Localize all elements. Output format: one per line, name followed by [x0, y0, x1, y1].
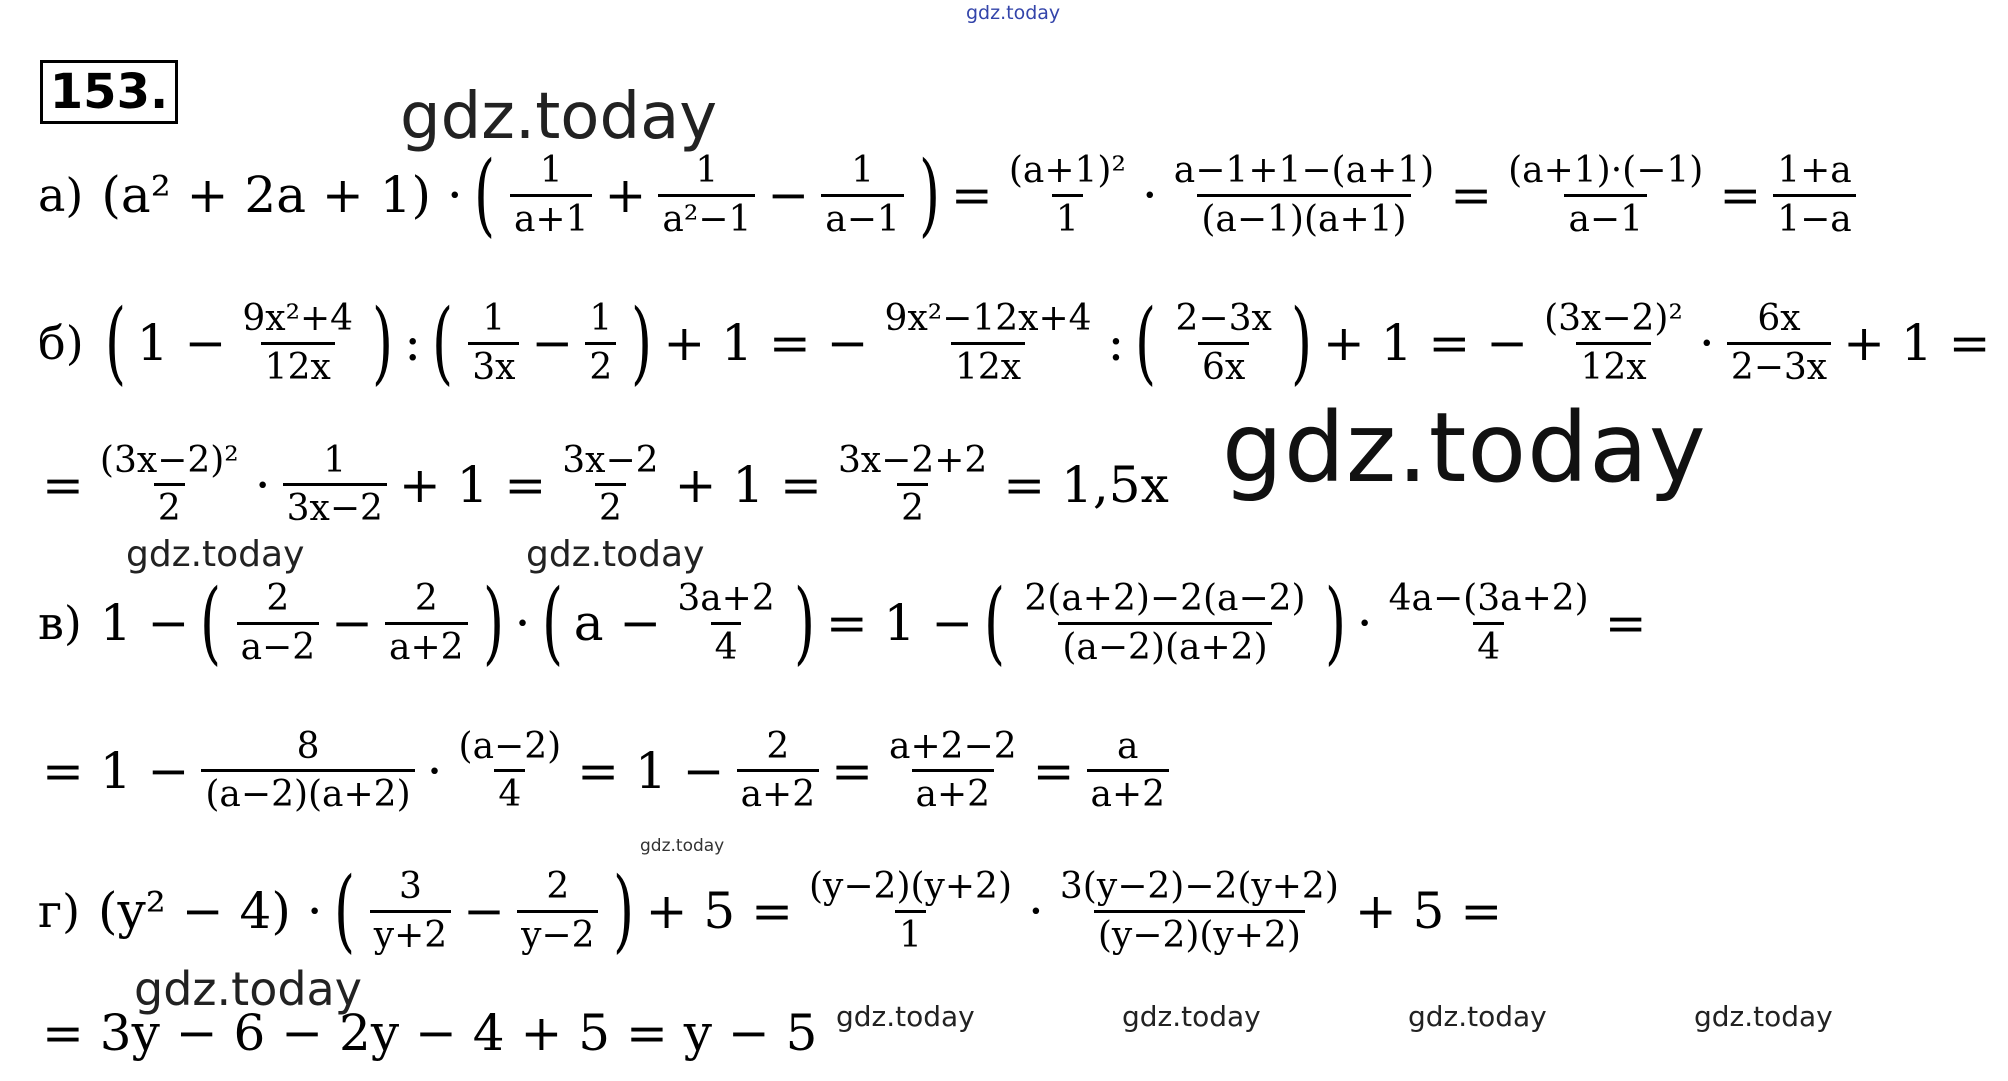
fraction: $\frac{1+a}{1-a}$	[1773, 150, 1856, 240]
expr: + 5 =	[1354, 882, 1503, 940]
paren-open: (	[473, 142, 495, 247]
fraction: $\frac{\text{9x²−12x+4}}{12x}$	[884, 298, 1092, 388]
operator: =	[1450, 166, 1493, 224]
paren-open: (	[432, 290, 454, 395]
operator: −	[331, 594, 374, 652]
expr: + 1 =	[674, 455, 822, 514]
fraction: $\frac{3x-2+2}{2}$	[837, 440, 988, 530]
paren-open: (	[984, 570, 1006, 675]
operator: :	[404, 314, 422, 372]
paren-close: )	[1290, 290, 1312, 395]
paren-open: (	[200, 570, 222, 675]
equation-g-line1	[38, 858, 1506, 963]
equation-b-line1	[38, 290, 1994, 395]
fraction: $\frac{8}{(a-2)(a+2)}$	[201, 726, 414, 816]
watermark-heading: gdz.today	[400, 80, 718, 154]
fraction: $\frac{3}{y+2}$	[370, 866, 451, 956]
equation-a	[38, 142, 1864, 247]
operator: ·	[1356, 594, 1373, 652]
fraction: $\frac{1}{\text{a²−1}}$	[658, 150, 755, 240]
fraction: $\frac{(a+1)\cdot(-1)}{a-1}$	[1508, 150, 1704, 240]
watermark-row-1: gdz.today	[836, 1000, 975, 1033]
operator: ·	[1141, 166, 1158, 224]
operator: =	[42, 455, 84, 514]
fraction: $\frac{3a+2}{4}$	[677, 578, 775, 668]
expr: = 1,5x	[1003, 455, 1169, 514]
problem-number: 153.	[40, 60, 178, 124]
equation-v-line2	[38, 726, 1177, 816]
fraction: $\frac{\text{(a+1)²}}{1}$	[1008, 150, 1126, 240]
operator: =	[1719, 166, 1762, 224]
operator: ·	[254, 455, 271, 514]
operator: =	[1032, 741, 1075, 800]
fraction: $\frac{1}{3x}$	[468, 298, 519, 388]
fraction: $\frac{2}{a+2}$	[385, 578, 468, 668]
paren-open: (	[333, 858, 355, 963]
expr: + 1 =	[398, 455, 547, 514]
expr: = 1 −	[825, 594, 974, 652]
fraction: $\frac{1}{3x-2}$	[283, 440, 387, 530]
operator: ·	[426, 741, 443, 800]
expr: 1 −	[136, 314, 227, 372]
fraction: $\frac{3x-2}{2}$	[562, 440, 659, 530]
paren-close: )	[1324, 570, 1346, 675]
operator: ·	[514, 594, 531, 652]
paren-close: )	[482, 570, 504, 675]
fraction: $\frac{2-3x}{6x}$	[1175, 298, 1272, 388]
operator: ·	[1028, 882, 1044, 940]
watermark-left-bottom: gdz.today	[134, 962, 362, 1016]
expr: + 1 =	[1843, 314, 1991, 372]
fraction: $\frac{1}{a-1}$	[821, 150, 904, 240]
operator: :	[1107, 314, 1125, 372]
expr: + 1 = −	[1322, 314, 1529, 372]
fraction: $\frac{1}{2}$	[585, 298, 616, 388]
operator: ·	[1698, 314, 1715, 372]
fraction: $\frac{a+2-2}{a+2}$	[889, 726, 1017, 816]
operator: =	[1604, 594, 1647, 652]
fraction: $\frac{2}{a+2}$	[737, 726, 820, 816]
watermark-top: gdz.today	[966, 2, 1061, 24]
operator: −	[531, 314, 574, 372]
paren-open: (	[1135, 290, 1157, 395]
expr: + 5 =	[645, 882, 793, 940]
paren-close: )	[613, 858, 635, 963]
label-g: г)	[38, 884, 81, 938]
operator: −	[463, 882, 506, 940]
expr: a −	[573, 594, 662, 652]
watermark-row-4: gdz.today	[1694, 1000, 1833, 1033]
watermark-center-mid: gdz.today	[526, 534, 705, 575]
fraction: $\frac{1}{a+1}$	[510, 150, 593, 240]
fraction: $\frac{\text{(3x−2)²}}{2}$	[99, 440, 239, 530]
watermark-left-mid: gdz.today	[126, 534, 305, 575]
watermark-large: gdz.today	[1222, 392, 1707, 504]
fraction: $\frac{3(y-2)-2(y+2)}{(y-2)(y+2)}$	[1059, 866, 1339, 956]
fraction: $\frac{(y-2)(y+2)}{1}$	[809, 866, 1012, 956]
fraction: $\frac{a}{a+2}$	[1087, 726, 1170, 816]
expr: + 1 = −	[663, 314, 869, 372]
expr: = 1 −	[577, 741, 725, 800]
equation-b-line2	[38, 440, 1173, 530]
label-b: б)	[38, 316, 84, 370]
expr: = 1 −	[42, 741, 190, 800]
paren-close: )	[793, 570, 815, 675]
watermark-row-2: gdz.today	[1122, 1000, 1261, 1033]
fraction: $\frac{\text{(3x−2)²}}{12x}$	[1544, 298, 1683, 388]
operator: +	[604, 166, 647, 224]
operator: =	[950, 166, 993, 224]
paren-open: (	[104, 290, 126, 395]
fraction: $\frac{2(a+2)-2(a-2)}{(a-2)(a+2)}$	[1024, 578, 1306, 668]
fraction: $\frac{(a-2)}{4}$	[458, 726, 562, 816]
expr: = 3y − 6 − 2y − 4 + 5 = y − 5	[42, 1004, 818, 1062]
watermark-row-3: gdz.today	[1408, 1000, 1547, 1033]
operator: =	[831, 741, 873, 800]
equation-v-line1	[38, 570, 1651, 675]
expr: (y² − 4) ·	[98, 882, 323, 940]
watermark-small: gdz.today	[640, 836, 725, 856]
paren-close: )	[631, 290, 653, 395]
label-a: а)	[38, 168, 84, 222]
fraction: $\frac{2}{y-2}$	[517, 866, 598, 956]
operator: −	[767, 166, 810, 224]
a-expr: (a² + 2a + 1) ·	[101, 166, 463, 224]
fraction: $\frac{6x}{2-3x}$	[1727, 298, 1831, 388]
equation-g-line2	[38, 1004, 822, 1062]
paren-close: )	[372, 290, 394, 395]
fraction: $\frac{\text{9x²+4}}{12x}$	[242, 298, 354, 388]
fraction: $\frac{4a-(3a+2)}{4}$	[1388, 578, 1589, 668]
paren-open: (	[541, 570, 563, 675]
paren-close: )	[918, 142, 940, 247]
fraction: $\frac{a-1+1-(a+1)}{(a-1)(a+1)}$	[1173, 150, 1435, 240]
fraction: $\frac{2}{a-2}$	[237, 578, 320, 668]
label-v: в)	[38, 596, 82, 650]
expr: 1 −	[99, 594, 190, 652]
